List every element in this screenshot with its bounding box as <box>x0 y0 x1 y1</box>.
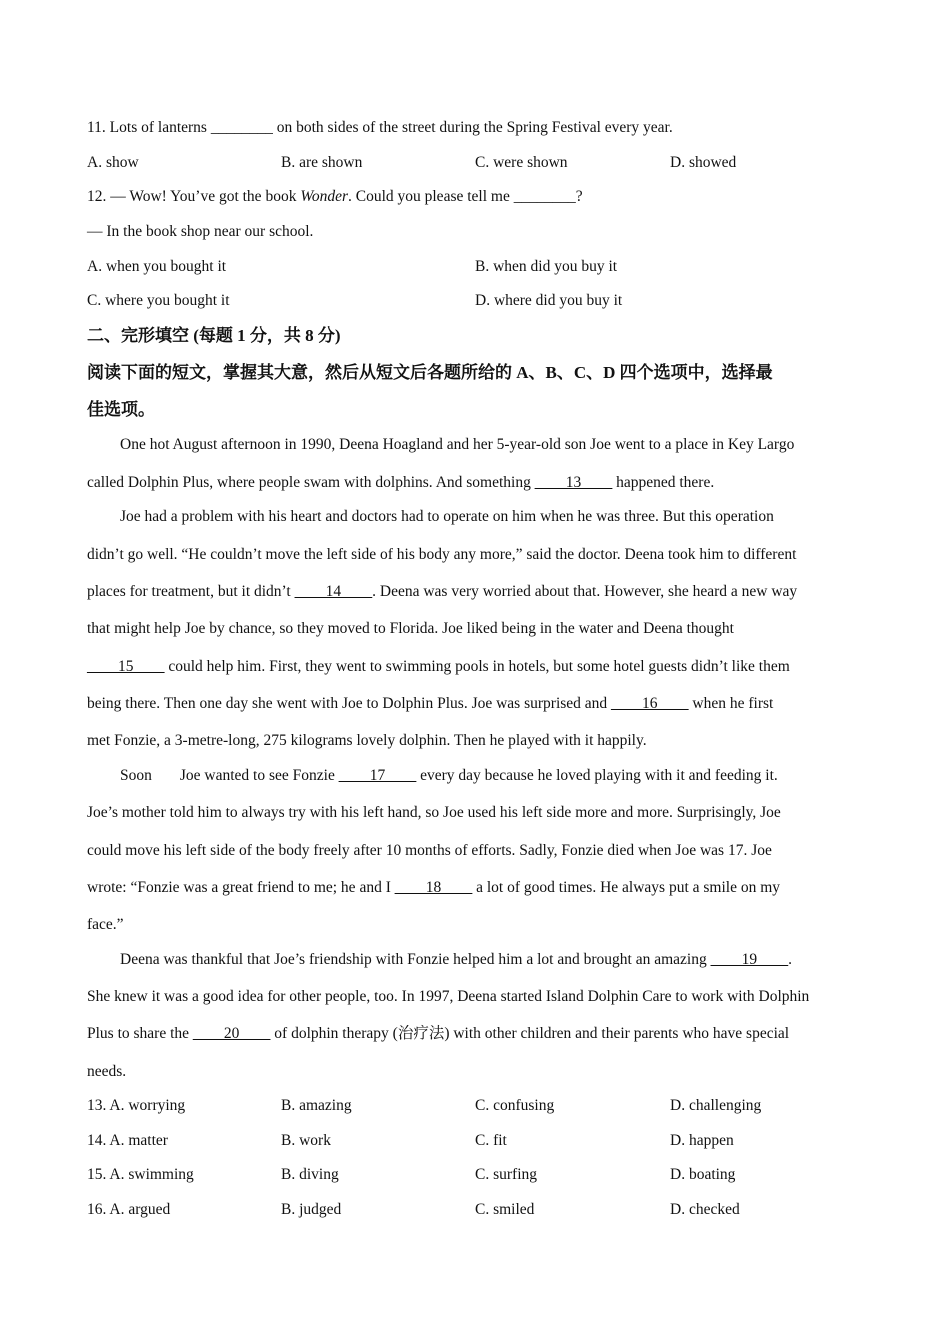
passage-line: ____15____ could help him. First, they went to swimming pools in hotels, but some hotel guests didn’t like them <box>87 658 790 675</box>
blank-18: ____18____ <box>394 879 473 896</box>
passage-line: Plus to share the ____20____ of dolphin therapy (治疗法) with other children and their parents who have special <box>87 1025 790 1042</box>
q11-option-a: A. show <box>87 154 139 171</box>
q15-option-c: C. surfing <box>475 1166 537 1183</box>
q15-option-d: D. boating <box>670 1166 736 1183</box>
q14-option-d: D. happen <box>670 1132 734 1149</box>
blank-15: ____15____ <box>87 658 165 675</box>
q12-option-d: D. where did you buy it <box>475 292 623 309</box>
q13-option-b: B. amazing <box>281 1097 352 1114</box>
passage-line: needs. <box>87 1063 127 1080</box>
q11-option-d: D. showed <box>670 154 737 171</box>
passage-line: One hot August afternoon in 1990, Deena Hoagland and her 5-year-old son Joe went to a place in Key Largo <box>120 436 795 453</box>
q14-option-c: C. fit <box>475 1132 507 1149</box>
q12-stem-part2: . Could you please tell me ________? <box>347 188 583 205</box>
q12-option-a: A. when you bought it <box>87 258 227 275</box>
q12-option-c: C. where you bought it <box>87 292 230 309</box>
q11-option-b: B. are shown <box>281 154 363 171</box>
passage-line: didn’t go well. “He couldn’t move the left side of his body any more,” said the doctor. Deena took him to different <box>87 546 797 563</box>
q16-option-b: B. judged <box>281 1201 342 1218</box>
passage-line: Soon Joe wanted to see Fonzie ____17____ every day because he loved playing with it and feeding it. <box>120 767 778 784</box>
passage-line: Deena was thankful that Joe’s friendship with Fonzie helped him a lot and brought an amazing ____19____. <box>120 951 792 968</box>
q15-option-a: 15. A. swimming <box>87 1166 194 1183</box>
q13-option-d: D. challenging <box>670 1097 762 1114</box>
q14-option-b: B. work <box>281 1132 331 1149</box>
blank-17: ____17____ <box>338 767 417 784</box>
section2-instructions-line2: 佳选项。 <box>87 400 155 419</box>
q16-option-d: D. checked <box>670 1201 740 1218</box>
q13-option-a: 13. A. worrying <box>87 1097 186 1114</box>
q14-option-a: 14. A. matter <box>87 1132 168 1149</box>
q16-option-a: 16. A. argued <box>87 1201 171 1218</box>
passage-line: Joe’s mother told him to always try with his left hand, so Joe used his left side more and more. Surprisingly, Joe <box>87 804 781 821</box>
q12-option-b: B. when did you buy it <box>475 258 618 275</box>
q12-book-title: Wonder <box>300 188 348 205</box>
passage-line: met Fonzie, a 3-metre-long, 275 kilograms lovely dolphin. Then he played with it happily. <box>87 732 647 749</box>
q12-stem-part1: 12. — Wow! You’ve got the book <box>87 188 301 205</box>
q11-stem: 11. Lots of lanterns ________ on both sides of the street during the Spring Festival every year. <box>87 119 673 136</box>
blank-19: ____19____ <box>710 951 789 968</box>
q13-option-c: C. confusing <box>475 1097 555 1114</box>
section2-title: 二、完形填空 (每题 1 分，共 8 分) <box>87 326 341 345</box>
q12-stem <box>87 187 583 207</box>
passage-line: called Dolphin Plus, where people swam with dolphins. And something ____13____ happened there. <box>87 474 715 491</box>
blank-20: ____20____ <box>192 1025 271 1042</box>
q11-option-c: C. were shown <box>475 154 568 171</box>
passage-line: Joe had a problem with his heart and doctors had to operate on him when he was three. But this operation <box>120 508 774 525</box>
blank-13: ____13____ <box>534 474 613 491</box>
q12-reply: — In the book shop near our school. <box>87 223 314 240</box>
passage-line: could move his left side of the body freely after 10 months of efforts. Sadly, Fonzie died when Joe was 17. Joe <box>87 842 772 859</box>
passage-line: face.” <box>87 916 124 933</box>
passage-line: places for treatment, but it didn’t ____14____. Deena was very worried about that. However, she heard a new way <box>87 583 798 600</box>
passage-line: wrote: “Fonzie was a great friend to me; he and I ____18____ a lot of good times. He always put a smile on my <box>87 879 781 896</box>
passage-line: being there. Then one day she went with Joe to Dolphin Plus. Joe was surprised and ____16____ when he first <box>87 695 774 712</box>
blank-14: ____14____ <box>294 583 373 600</box>
q15-option-b: B. diving <box>281 1166 339 1183</box>
passage-line: that might help Joe by chance, so they moved to Florida. Joe liked being in the water and Deena thought <box>87 620 734 637</box>
blank-16: ____16____ <box>611 695 689 712</box>
q16-option-c: C. smiled <box>475 1201 535 1218</box>
passage-line: She knew it was a good idea for other people, too. In 1997, Deena started Island Dolphin Care to work with Dolphin <box>87 988 810 1005</box>
section2-instructions-line1: 阅读下面的短文，掌握其大意，然后从短文后各题所给的 A、B、C、D 四个选项中，选择最 <box>87 363 773 382</box>
